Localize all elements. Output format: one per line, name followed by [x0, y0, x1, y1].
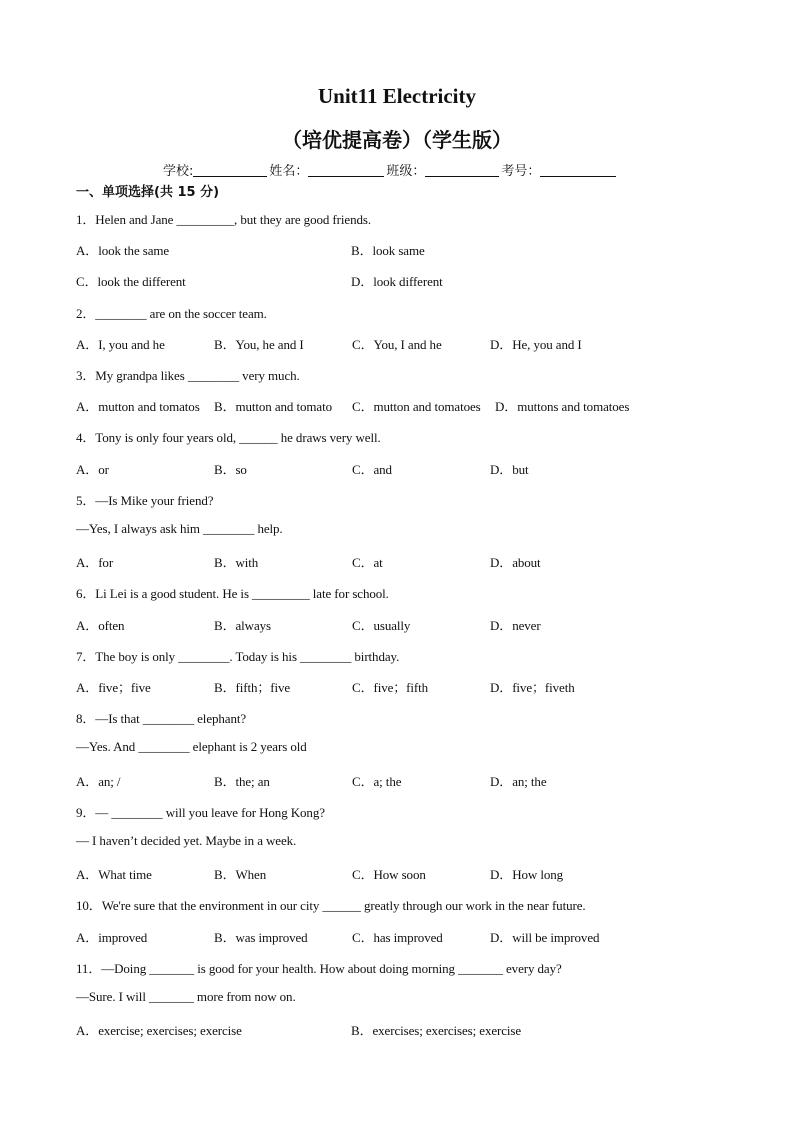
option-a[interactable]: A．improved [76, 930, 148, 945]
option-d[interactable]: D．but [490, 462, 529, 477]
option-a[interactable]: A．five；five [76, 680, 151, 695]
question-stem: 4．Tony is only four years old, ______ he draws very well. [76, 430, 381, 445]
option-c[interactable]: C．a; the [352, 774, 402, 789]
number-blank[interactable] [540, 163, 616, 177]
student-info-line [163, 160, 618, 179]
option-a[interactable]: A．often [76, 618, 125, 633]
option-b[interactable]: B．always [214, 618, 271, 633]
class-label: 班级： [386, 164, 426, 179]
option-c[interactable]: C．has improved [352, 930, 443, 945]
option-b[interactable]: B．exercises; exercises; exercise [351, 1023, 522, 1038]
option-b[interactable]: B．fifth；five [214, 680, 291, 695]
option-d[interactable]: D．How long [490, 867, 564, 882]
question-stem: 10．We're sure that the environment in our city ______ greatly through our work in the near future. [76, 898, 586, 913]
option-b[interactable]: B．You, he and I [214, 337, 304, 352]
option-d[interactable]: D．never [490, 618, 541, 633]
option-a[interactable]: A．What time [76, 867, 152, 882]
option-a[interactable]: A．look the same [76, 243, 170, 258]
question-stem-line2: —Yes. And ________ elephant is 2 years old [76, 739, 307, 754]
option-b[interactable]: B．was improved [214, 930, 308, 945]
page-subtitle: （培优提高卷）（学生版） [282, 128, 512, 152]
option-a[interactable]: A．exercise; exercises; exercise [76, 1023, 242, 1038]
option-b[interactable]: B．look same [351, 243, 425, 258]
option-b[interactable]: B．with [214, 555, 259, 570]
name-label: 姓名： [269, 164, 309, 179]
option-c[interactable]: C．look the different [76, 274, 186, 289]
option-b[interactable]: B．When [214, 867, 267, 882]
question-stem: 7．The boy is only ________. Today is his ________ birthday. [76, 649, 400, 664]
question-stem: 3．My grandpa likes ________ very much. [76, 368, 300, 383]
question-stem: 8．—Is that ________ elephant? [76, 711, 247, 726]
question-stem-line2: —Yes, I always ask him ________ help. [76, 521, 283, 536]
option-a[interactable]: A．for [76, 555, 114, 570]
name-blank[interactable] [308, 163, 384, 177]
option-d[interactable]: D．muttons and tomatoes [495, 399, 630, 414]
school-blank[interactable] [193, 163, 267, 177]
option-a[interactable]: A．or [76, 462, 109, 477]
section-heading: 一、单项选择(共 15 分) [76, 185, 220, 200]
number-label: 考号： [501, 164, 541, 179]
option-c[interactable]: C．usually [352, 618, 411, 633]
option-c[interactable]: C．at [352, 555, 383, 570]
option-b[interactable]: B．mutton and tomato [214, 399, 332, 414]
option-b[interactable]: B．so [214, 462, 247, 477]
question-stem: 2．________ are on the soccer team. [76, 306, 267, 321]
option-d[interactable]: D．will be improved [490, 930, 600, 945]
option-a[interactable]: A．I, you and he [76, 337, 165, 352]
question-stem: 5．—Is Mike your friend? [76, 493, 214, 508]
option-a[interactable]: A．an; / [76, 774, 121, 789]
question-stem: 9．— ________ will you leave for Hong Kong? [76, 805, 325, 820]
question-stem-line2: — I haven’t decided yet. Maybe in a week. [76, 833, 297, 848]
page-title: Unit11 Electricity [317, 84, 477, 108]
question-stem-line2: —Sure. I will _______ more from now on. [76, 989, 296, 1004]
option-c[interactable]: C．You, I and he [352, 337, 442, 352]
option-d[interactable]: D．five；fiveth [490, 680, 575, 695]
option-b[interactable]: B．the; an [214, 774, 270, 789]
option-c[interactable]: C．five；fifth [352, 680, 429, 695]
option-c[interactable]: C．and [352, 462, 392, 477]
question-stem: 1．Helen and Jane _________, but they are good friends. [76, 212, 371, 227]
question-stem: 6．Li Lei is a good student. He is _________ late for school. [76, 586, 389, 601]
class-blank[interactable] [425, 163, 499, 177]
option-a[interactable]: A．mutton and tomatos [76, 399, 200, 414]
option-d[interactable]: D．an; the [490, 774, 547, 789]
option-d[interactable]: D．He, you and I [490, 337, 582, 352]
option-c[interactable]: C．How soon [352, 867, 426, 882]
option-c[interactable]: C．mutton and tomatoes [352, 399, 481, 414]
question-stem: 11．—Doing _______ is good for your health. How about doing morning _______ every day? [76, 961, 562, 976]
option-d[interactable]: D．look different [351, 274, 443, 289]
school-label: 学校: [163, 164, 194, 179]
option-d[interactable]: D．about [490, 555, 541, 570]
